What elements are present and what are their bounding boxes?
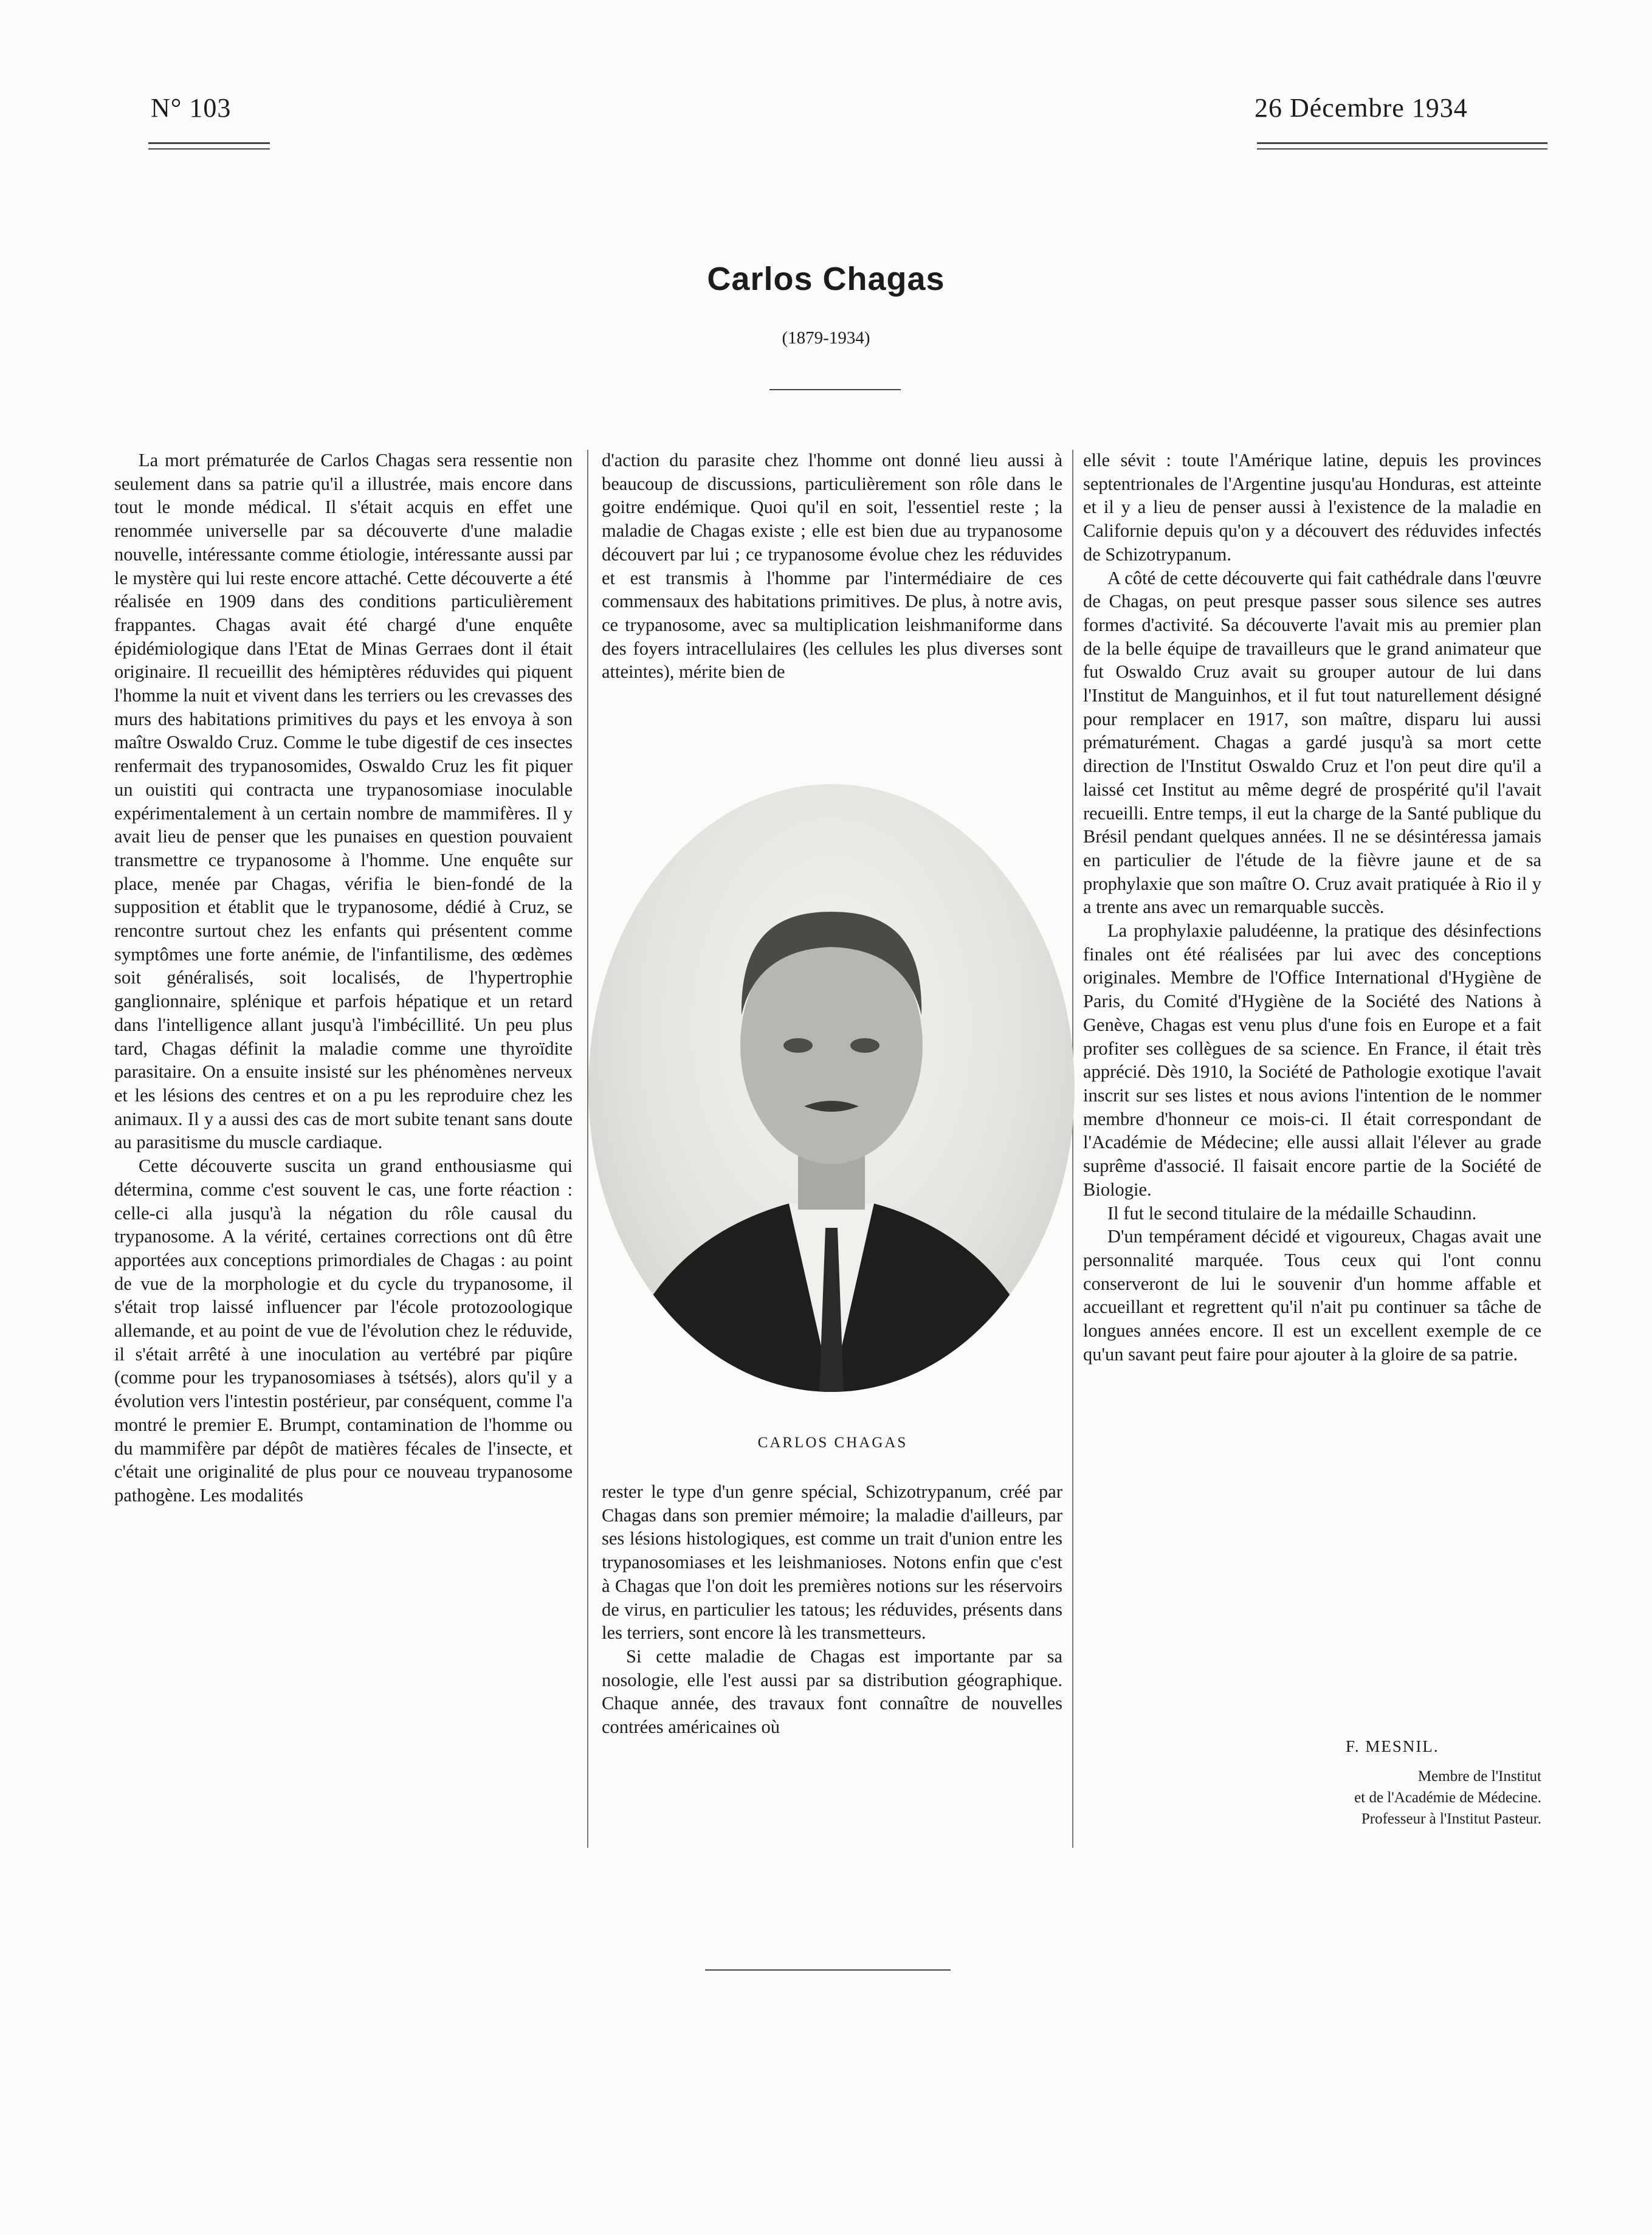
portrait-photo — [588, 784, 1075, 1392]
author-title-2: et de l'Académie de Médecine. — [1354, 1789, 1541, 1806]
column-divider-right — [1072, 450, 1073, 1848]
header-rule-right — [1257, 142, 1547, 144]
paragraph: Si cette maladie de Chagas est importante par sa nosologie, elle l'est aussi par sa distribution géographique. Chaque année, des travaux font connaître de nouvelles contrées américaines où — [602, 1645, 1062, 1738]
article-column-2-top — [602, 449, 1062, 684]
issue-date: 26 Décembre 1934 — [1254, 93, 1468, 123]
author-title-1: Membre de l'Institut — [1417, 1768, 1541, 1785]
paragraph: rester le type d'un genre spécial, Schizotrypanum, créé par Chagas dans son premier mémoire; la maladie d'ailleurs, par ses lésions histologiques, est comme un trait d'union entre les trypanosomiases et les leishmanioses. Notons enfin que c'est à Chagas que l'on doit les premières notions sur les réservoirs de virus, en particulier les tatous; les réduvides, présents dans les terriers, sont encore là les transmetteurs. — [602, 1481, 1062, 1644]
header-rule-left — [148, 142, 270, 144]
photo-caption: CARLOS CHAGAS — [757, 1434, 908, 1451]
paragraph: Il fut le second titulaire de la médaille Schaudinn. — [1107, 1202, 1477, 1224]
author-name: F. MESNIL. — [1346, 1737, 1439, 1755]
author-title-3: Professeur à l'Institut Pasteur. — [1361, 1811, 1541, 1827]
paragraph: d'action du parasite chez l'homme ont donné lieu aussi à beaucoup de discussions, particulièrement son rôle dans le goitre endémique. Quoi qu'il en soit, l'essentiel reste ; la maladie de Chagas existe ; elle est bien due au trypanosome découvert par lui ; ce trypanosome évolue chez les réduvides et est transmis à l'homme par l'intermédiaire de ces commensaux des habitations primitives. De plus, à notre avis, ce trypanosome, avec sa multiplication leishmaniforme dans des foyers intracellulaires (les cellules les plus diverses sont atteintes), mérite bien de — [602, 450, 1062, 683]
paragraph: La mort prématurée de Carlos Chagas sera ressentie non seulement dans sa patrie qu'il a illustrée, mais encore dans tout le monde médical. Il s'était acquis en effet une renommée universelle par sa découverte d'une maladie nouvelle, intéressante comme étiologie, intéressante aussi par le mystère qui lui reste encore attaché. Cette découverte a été réalisée en 1909 dans des conditions particulièrement frappantes. Chagas avait été chargé d'une enquête épidémiologique dans l'Etat de Minas Gerraes dont il était originaire. Il recueillit des hémiptères réduvides qui piquent l'homme la nuit et vivent dans les terriers ou les crevasses des murs des habitations primitives du pays et les envoya à son maître Oswaldo Cruz. Comme le tube digestif de ces insectes renfermait des trypanosomides, Oswaldo Cruz les fit piquer un ouistiti qui contracta une trypanosomiase inoculable expérimentalement à un certain nombre de mammifères. Il y avait lieu de penser que les punaises en question pouvaient transmettre ce trypanosome à l'homme. Une enquête sur place, menée par Chagas, vérifia le bien-fondé de la supposition et établit que le trypanosome, dédié à Cruz, se rencontre surtout chez les enfants qui présentent comme symptômes une forte anémie, de l'infantilisme, des œdèmes soit généralisés, soit localisés, de l'hypertrophie ganglionnaire, splénique et parfois hépatique et un retard dans l'intelligence allant jusqu'à l'imbécillité. Un peu plus tard, Chagas définit la maladie comme une thyroïdite parasitaire. On a ensuite insisté sur les phénomènes nerveux et les lésions des centres et on a pu les reproduire chez les animaux. Il y a aussi des cas de mort subite tenant sans doute au parasitisme du muscle cardiaque. — [114, 450, 573, 1153]
header-rule-left-2 — [148, 148, 270, 150]
title-rule — [769, 389, 901, 390]
paragraph: Cette découverte suscita un grand enthousiasme qui détermina, comme c'est souvent le cas, une forte réaction : celle-ci alla jusqu'à la négation du rôle causal du trypanosome. A la vérité, certaines corrections ont dû être apportées aux conceptions primordiales de Chagas : au point de vue de la morphologie et du cycle du trypanosome, il s'était trop laissé influencer par l'école protozoologique allemande, et au point de vue de l'évolution chez le réduvide, il s'était arrêté à une inoculation au vertébré par piqûre (comme pour les trypanosomiases à tsétsés), alors qu'il y a évolution vers l'intestin postérieur, par conséquent, comme l'a montré le premier E. Brumpt, contamination de l'homme ou du mammifère par dépôt de matières fécales de l'insecte, et c'était une originalité de plus pour ce nouveau trypanosome pathogène. Les modalités — [114, 1155, 573, 1506]
issue-number: N° 103 — [151, 93, 232, 123]
life-dates: (1879-1934) — [782, 328, 870, 348]
article-title: Carlos Chagas — [707, 261, 945, 297]
paragraph: D'un tempérament décidé et vigoureux, Chagas avait une personnalité marquée. Tous ceux qui l'ont connu conserveront de lui le souvenir d'un homme affable et accueillant et regrettent qu'il n'ait pu continuer sa tâche de longues années encore. Il est un excellent exemple de ce qu'un savant peut faire pour ajouter à la gloire de sa patrie. — [1083, 1226, 1541, 1365]
article-column-1 — [114, 449, 573, 1507]
article-column-3 — [1083, 449, 1541, 1366]
header-rule-right-2 — [1257, 148, 1547, 150]
column-divider-left — [587, 450, 588, 1848]
end-rule — [705, 1969, 951, 1971]
portrait-illustration — [588, 784, 1075, 1392]
paragraph: A côté de cette découverte qui fait cathédrale dans l'œuvre de Chagas, on peut presque passer sous silence ses autres formes d'activité. Sa découverte l'avait mis au premier plan de la belle équipe de travailleurs que le grand animateur que fut Oswaldo Cruz avait su grouper autour de lui dans l'Institut de Manguinhos, et il fut tout naturellement désigné pour remplacer en 1917, son maître, disparu lui aussi prématurément. Chagas a gardé jusqu'à sa mort cette direction de l'Institut Oswaldo Cruz et l'on peut dire qu'il a laissé cet Institut au même degré de prospérité qu'il l'avait recueilli. Entre temps, il eut la charge de la Santé publique du Brésil pendant quelques années. Il ne se désintéressa jamais en particulier de l'étude de la fièvre jaune et de sa prophylaxie que son maître O. Cruz avait pratiquée à Rio il y a trente ans avec un remarquable succès. — [1083, 567, 1541, 918]
article-column-2-bottom — [602, 1480, 1062, 1739]
paragraph: elle sévit : toute l'Amérique latine, depuis les provinces septentrionales de l'Argentine jusqu'au Honduras, est atteinte et il y a lieu de penser aussi à l'existence de la maladie en Californie depuis qu'on y a découvert des réduvides infectés de Schizotrypanum. — [1083, 450, 1541, 565]
paragraph: La prophylaxie paludéenne, la pratique des désinfections finales ont été réalisées par lui avec des conceptions originales. Membre de l'Office International d'Hygiène de Paris, du Comité d'Hygiène de la Société des Nations à Genève, Chagas est venu plus d'une fois en Europe et a fait profiter ses collègues de sa science. En France, il était très apprécié. Dès 1910, la Société de Pathologie exotique l'avait inscrit sur ses listes et nous avions l'intention de le nommer membre d'honneur ce mois-ci. Il était correspondant de l'Académie de Médecine; elle aussi allait l'élever au grade suprême d'associé. Il faisait encore partie de la Société de Biologie. — [1083, 920, 1541, 1200]
